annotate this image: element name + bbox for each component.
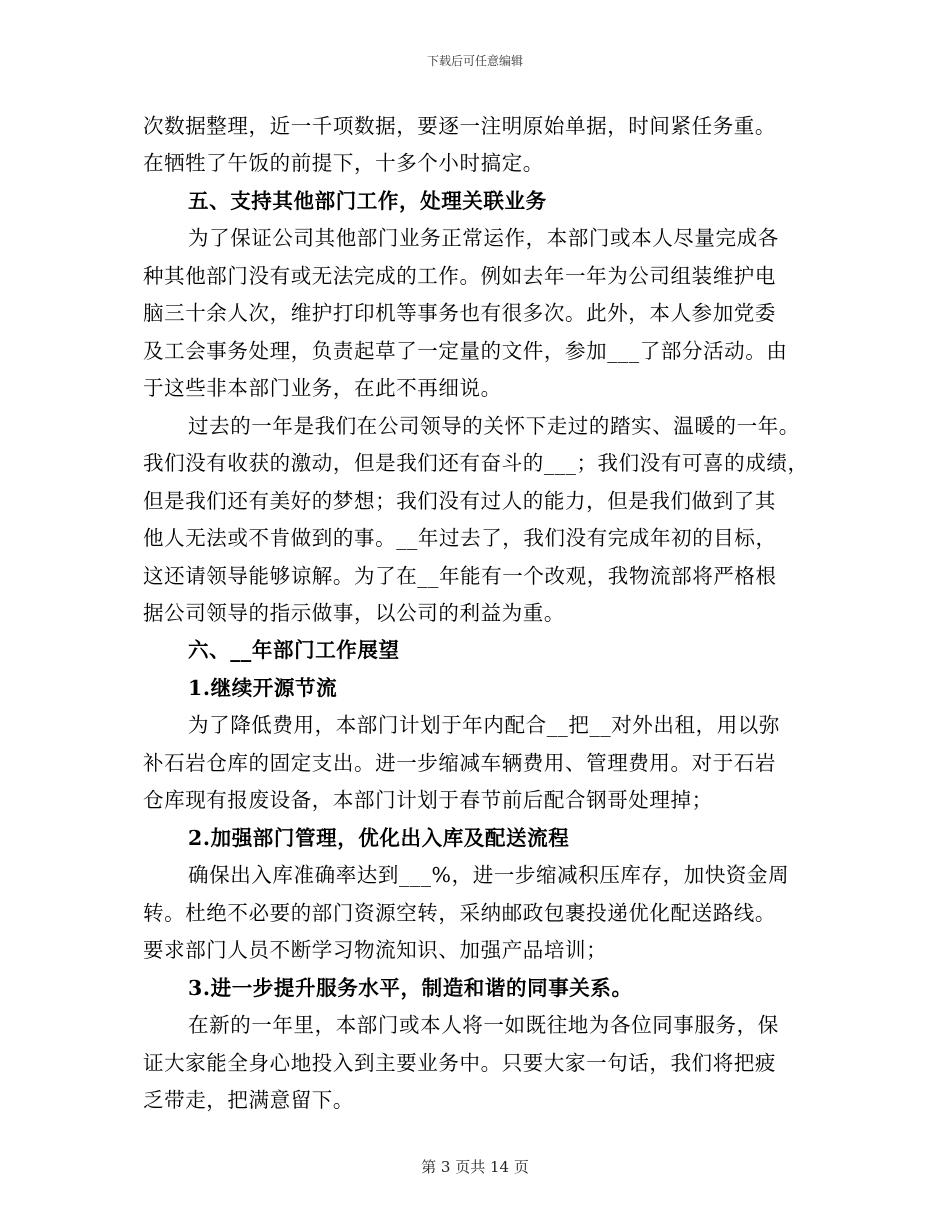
section-heading: 六、__年部门工作展望 <box>188 638 400 662</box>
body-line: 于这些非本部门业务，在此不再细说。 <box>143 376 502 400</box>
body-line: 补石岩仓库的固定支出。进一步缩减车辆费用、管理费用。对于石岩 <box>143 751 776 775</box>
subsection-heading: 3.进一步提升服务水平，制造和谐的同事关系。 <box>188 976 633 1000</box>
body-line: 为了保证公司其他部门业务正常运作，本部门或本人尽量完成各 <box>188 226 779 250</box>
body-line: 乏带走，把满意留下。 <box>143 1088 354 1112</box>
subsection-heading: 1.继续开源节流 <box>188 676 338 700</box>
body-line: 脑三十余人次，维护打印机等事务也有很多次。此外，本人参加党委 <box>143 301 776 325</box>
body-line: 但是我们还有美好的梦想；我们没有过人的能力，但是我们做到了其 <box>143 489 776 513</box>
body-line: 次数据整理，近一千项数据，要逐一注明原始单据，时间紧任务重。 <box>143 114 776 138</box>
body-line: 要求部门人员不断学习物流知识、加强产品培训； <box>143 938 608 962</box>
body-line: 种其他部门没有或无法完成的工作。例如去年一年为公司组装维护电 <box>143 264 776 288</box>
body-line: 这还请领导能够谅解。为了在__年能有一个改观，我物流部将严格根 <box>143 564 777 588</box>
section-heading: 五、支持其他部门工作，处理关联业务 <box>188 189 547 213</box>
body-line: 在牺牲了午饭的前提下，十多个小时搞定。 <box>143 151 544 175</box>
body-line: 为了降低费用，本部门计划于年内配合__把__对外出租，用以弥 <box>188 713 780 737</box>
page-header: 下载后可任意编辑 <box>426 54 523 68</box>
body-line: 及工会事务处理，负责起草了一定量的文件，参加___了部分活动。由 <box>143 339 788 363</box>
body-line: 确保出入库准确率达到___%，进一步缩减积压库存，加快资金周 <box>188 863 790 887</box>
body-line: 我们没有收获的激动，但是我们还有奋斗的___；我们没有可喜的成绩， <box>143 451 809 475</box>
body-line: 仓库现有报废设备，本部门计划于春节前后配合钢哥处理掉； <box>143 788 713 812</box>
body-line: 证大家能全身心地投入到主要业务中。只要大家一句话，我们将把疲 <box>143 1051 776 1075</box>
body-line: 在新的一年里，本部门或本人将一如既往地为各位同事服务，保 <box>188 1013 779 1037</box>
body-line: 过去的一年是我们在公司领导的关怀下走过的踏实、温暖的一年。 <box>188 414 800 438</box>
page-footer: 第 3 页共 14 页 <box>421 1158 529 1176</box>
body-line: 转。杜绝不必要的部门资源空转，采纳邮政包裹投递优化配送路线。 <box>143 901 776 925</box>
body-line: 据公司领导的指示做事，以公司的利益为重。 <box>143 601 565 625</box>
subsection-heading: 2.加强部门管理，优化出入库及配送流程 <box>188 826 570 850</box>
body-line: 他人无法或不肯做到的事。__年过去了，我们没有完成年初的目标， <box>143 526 777 550</box>
